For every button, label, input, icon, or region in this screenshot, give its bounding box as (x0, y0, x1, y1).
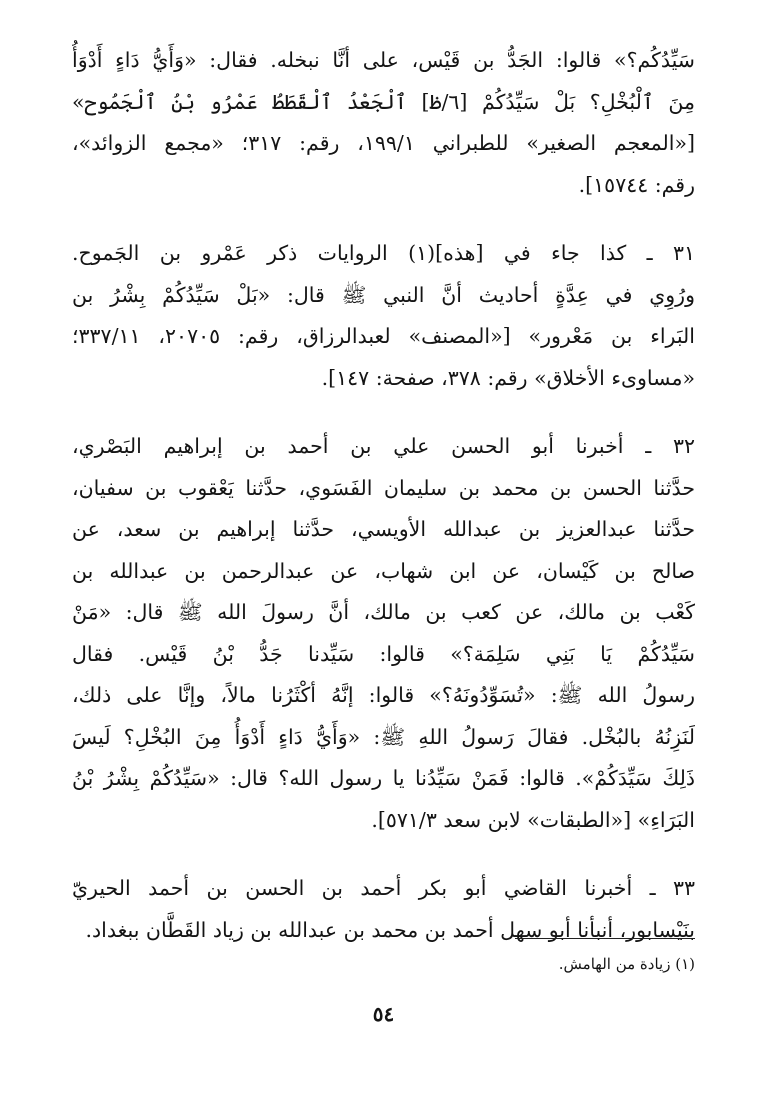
book-page (72, 40, 695, 1050)
footnote: (١) زيادة من الهامش. (558, 955, 695, 973)
page-number: ٥٤ (372, 1002, 395, 1026)
paragraph-32 (72, 426, 695, 841)
text-line: ٣٢ ـ أخبرنا أبو الحسن علي بن أحمد بن إبراهيم البَصْري، (72, 434, 695, 458)
paragraph-continuation (72, 40, 695, 206)
text-line: ٣١ ـ كذا جاء في [هذه](١) الروايات ذكر عَمْرو بن الجَموح. (72, 241, 695, 265)
paragraph-31 (72, 233, 695, 399)
text-line: حدَّثنا عبدالعزيز بن عبدالله الأويسي، حدَّثنا إبراهيم بن سعد، عن (72, 517, 695, 541)
text-line: رقم: ١٥٧٤٤]. (578, 172, 695, 197)
text-line: [«المعجم الصغير» للطبراني ١٩٩/١، رقم: ٣١٧؛ «مجمع الزوائد»، (72, 131, 695, 155)
text-line: ذَلِكَ سَيِّدَكُمْ». قالوا: فَمَنْ سَيِّدُنا يا رسول الله؟ قال: «سَيِّدُكُمْ بِشْرُ بْنُ (72, 766, 695, 790)
text-line: «مساوىء الأخلاق» رقم: ٣٧٨، صفحة: ١٤٧]. (321, 365, 695, 390)
text-line: لَنَزِنُهُ بالبُخْل. فقالَ رَسولُ اللهِ ﷺ: «وَأَيُّ دَاءٍ أَدْوَأُ مِنَ البُخْلِ؟ لَيسَ (72, 724, 695, 749)
text-line: مِنَ ٱلْبُخْلِ؟ بَلْ سَيِّدُكُمْ [٦/ظ] ٱلْجَعْدُ ٱلْقَطَطُ عَمْرُو بْنُ ٱلْجَمُوح» (72, 89, 695, 114)
text-line: كَعْب بن مالك، عن كعب بن مالك، أنَّ رسولَ الله ﷺ قال: «مَنْ (72, 600, 695, 624)
text-line: رسولُ الله ﷺ: «تُسَوِّدُونَهُ؟» قالوا: إنَّهُ أكْثَرُنا مالاً، وإنَّا على ذلك، (72, 683, 695, 707)
text-line: حدَّثنا الحسن بن محمد بن سليمان الفَسَوي، حدَّثنا يَعْقوب بن سفيان، (72, 475, 695, 500)
text-line: ٣٣ ـ أخبرنا القاضي أبو بكر أحمد بن الحسن بن أحمد الحيريّ (72, 876, 695, 900)
text-line: سَيِّدُكُمْ يَا بَنِي سَلِمَة؟» قالوا: سَيِّدنا جَدُّ بْنُ قَيْس. فقال (72, 641, 695, 666)
text-line: البَراء بن مَعْرور» [«المصنف» لعبدالرزاق، رقم: ٢٠٧٠٥، ٣٣٧/١١؛ (72, 324, 695, 348)
text-line: سَيِّدُكُم؟» قالوا: الجَدُّ بن قَيْس، على أنَّا نبخله. فقال: «وَأَيُّ دَاءٍ أَدْوَأُ (72, 48, 695, 72)
text-line: بنَيْسابور، أنبأنا أبو سهل أحمد بن محمد بن عبدالله بن زياد القَطَّان ببغداد. (85, 917, 695, 942)
text-line: ورُوِي في عِدَّةٍ أحاديث أنَّ النبي ﷺ قال: «بَلْ سَيِّدُكُمْ بِشْرُ بن (72, 282, 695, 307)
text-line: صالح بن كَيْسان، عن ابن شهاب، عن عبدالرحمن بن عبدالله بن (72, 558, 695, 583)
text-line: البَرَاءِ» [«الطبقات» لابن سعد ٥٧١/٣]. (371, 807, 695, 832)
footnote-divider (515, 938, 695, 939)
